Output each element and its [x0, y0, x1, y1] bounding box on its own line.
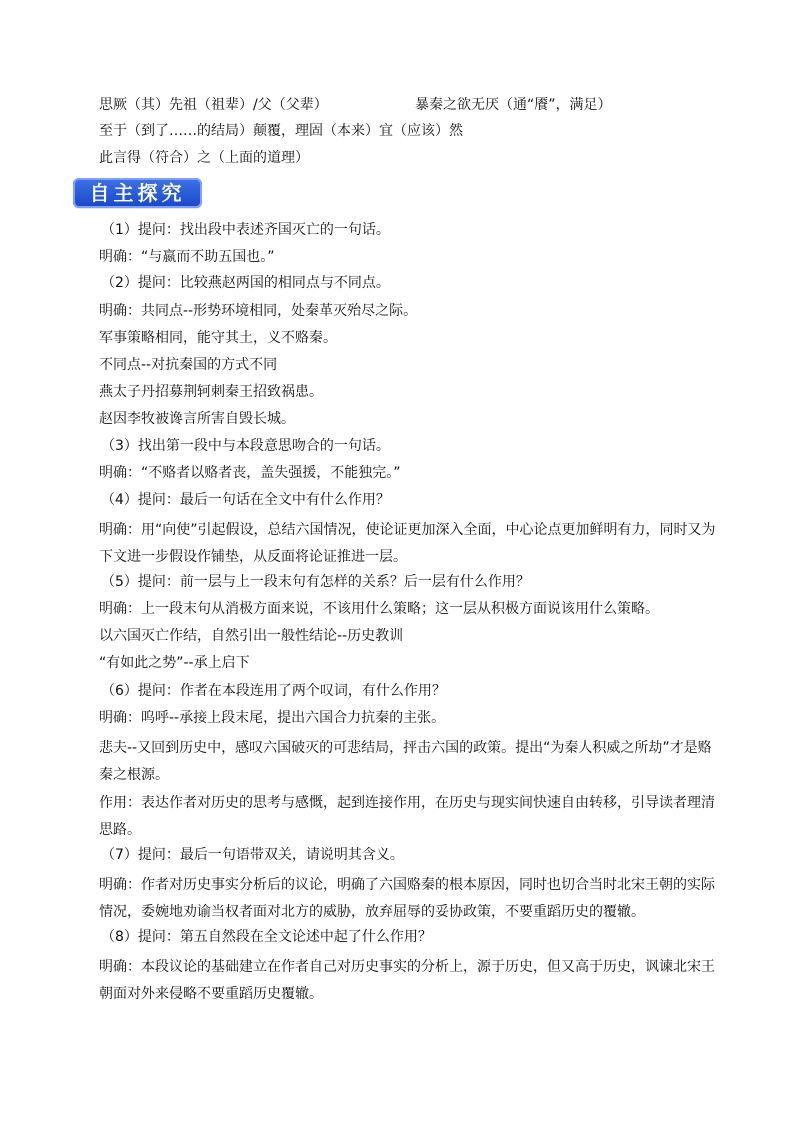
section-banner: 自主探究: [73, 178, 202, 208]
answer-line: 明确：上一段末句从消极方面来说，不该用什么策略；这一层从积极方面说该用什么策略。: [99, 601, 659, 617]
answer-paragraph: 明确：作者对历史事实分析后的议论，明确了六国赂秦的根本原因，同时也切合当时北宋王朝的实际情况，委婉地劝谕当权者面对北方的威胁，放弃屈辱的妥协政策，不要重蹈历史的覆辙。: [99, 877, 715, 920]
answer-line: 明确：呜呼--承接上段末尾，提出六国合力抗秦的主张。: [99, 710, 446, 726]
question-line: （3）找出第一段中与本段意思吻合的一句话。: [101, 438, 390, 454]
text-line: 此言得（符合）之（上面的道理）: [99, 150, 309, 166]
text-line: 以六国灭亡作结，自然引出一般性结论--历史教训: [99, 628, 404, 644]
question-line: （1）提问：找出段中表述齐国灭亡的一句话。: [101, 222, 390, 238]
question-line: （6）提问：作者在本段连用了两个叹词，有什么作用？: [101, 683, 446, 699]
answer-line: 明确：“不赂者以赂者丧，盖失强援，不能独完。”: [99, 465, 401, 481]
text-line: 军事策略相同，能守其土，义不赂秦。: [99, 330, 337, 346]
question-line: （7）提问：最后一句语带双关，请说明其含义。: [101, 847, 404, 863]
question-line: （4）提问：最后一句话在全文中有什么作用？: [101, 492, 390, 508]
text-line: 赵因李牧被谗言所害自毁长城。: [99, 411, 295, 427]
text-line-top-right: 暴秦之欲无厌（通“餍”，满足）: [415, 97, 612, 113]
question-line: （8）提问：第五自然段在全文论述中起了什么作用？: [101, 929, 432, 945]
question-line: （5）提问：前一层与上一段末句有怎样的关系？后一层有什么作用？: [101, 574, 530, 590]
text-line: 不同点--对抗秦国的方式不同: [99, 357, 278, 373]
text-line: 至于（到了……的结局）颠覆，理固（本来）宜（应该）然: [99, 123, 463, 139]
answer-paragraph: 明确：本段议论的基础建立在作者自己对历史事实的分析上，源于历史，但又高于历史，讽谏北宋王朝面对外来侵略不要重蹈历史覆辙。: [99, 959, 715, 1002]
text-line: “有如此之势”--承上启下: [99, 655, 250, 671]
question-line: （2）提问：比较燕赵两国的相同点与不同点。: [101, 275, 390, 291]
text-paragraph: 作用：表达作者对历史的思考与感慨，起到连接作用，在历史与现实间快速自由转移，引导读者理清思路。: [99, 795, 715, 838]
answer-line: 明确：“与嬴而不助五国也。”: [99, 249, 275, 265]
answer-line: 明确：共同点--形势环境相同，处秦革灭殆尽之际。: [99, 303, 418, 319]
text-paragraph: 悲夫--又回到历史中，感叹六国破灭的可悲结局，抨击六国的政策。提出“为秦人积威之所劫”才是赂秦之根源。: [99, 740, 712, 783]
text-line-top-left: 思厥（其）先祖（祖辈）/父（父辈）: [99, 97, 328, 113]
text-line: 燕太子丹招募荆轲刺秦王招致祸患。: [99, 384, 323, 400]
answer-paragraph: 明确：用“向使”引起假设，总结六国情况，使论证更加深入全面，中心论点更加鲜明有力，同时又为下文进一步假设作铺垫，从反面将论证推进一层。: [99, 522, 716, 565]
